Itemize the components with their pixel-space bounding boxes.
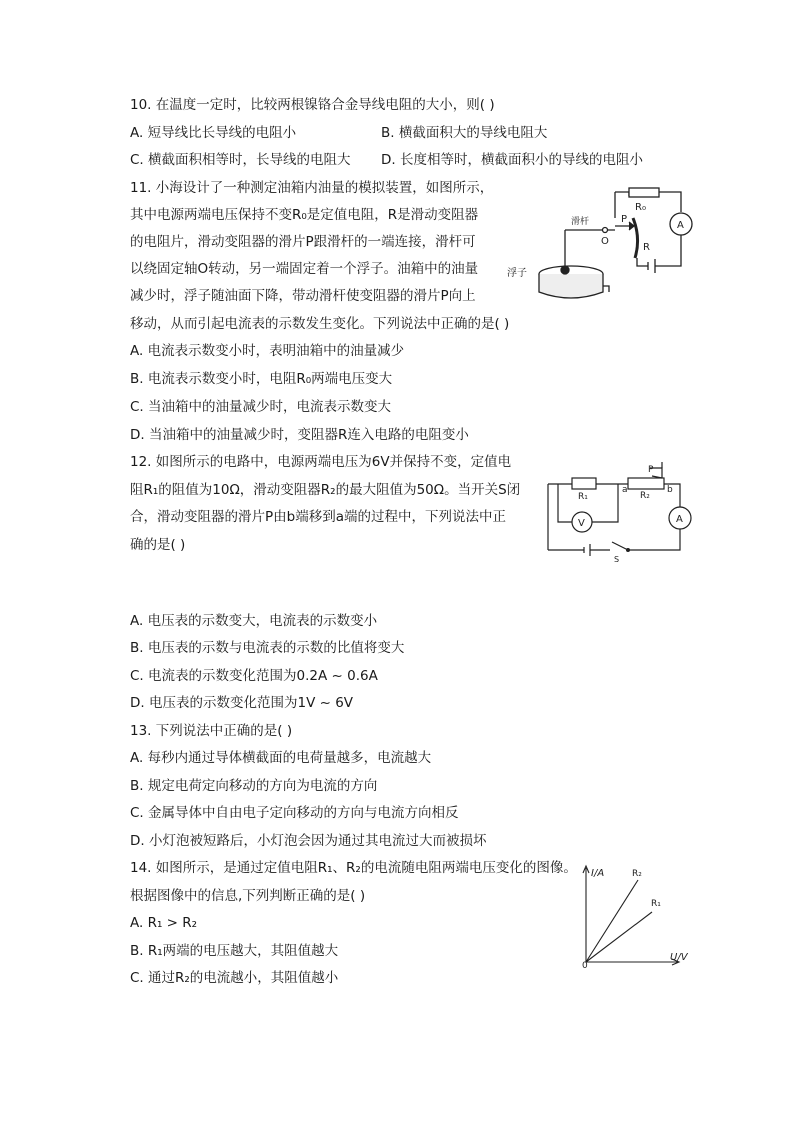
- q11-stem-line-5: 减少时，浮子随油面下降，带动滑杆使变阻器的滑片P向上: [130, 288, 476, 304]
- q11-stem-line-4: 以绕固定轴O转动，另一端固定着一个浮子。油箱中的油量: [130, 261, 479, 277]
- q12-option-a: A. 电压表的示数变大，电流表的示数变小: [130, 613, 378, 629]
- q10-option-d: D. 长度相等时，横截面积小的导线的电阻小: [381, 152, 643, 168]
- q12-b-label: b: [667, 485, 673, 495]
- q11-stem-line-6: 移动，从而引起电流表的示数发生变化。下列说法中正确的是( ): [130, 316, 510, 332]
- q10-option-b: B. 横截面积大的导线电阻大: [381, 125, 548, 141]
- q11-oil-gauge-figure: [505, 188, 695, 306]
- q12-r2-label: R₂: [640, 491, 650, 501]
- q14-r1-label: R₁: [651, 899, 661, 909]
- q14-stem-line-1: 14. 如图所示，是通过定值电阻R₁、R₂的电流随电阻两端电压变化的图像。: [130, 860, 577, 876]
- q12-stem-line-2: 阻R₁的阻值为10Ω，滑动变阻器R₂的最大阻值为50Ω。当开关S闭: [130, 482, 521, 498]
- q11-p-label: P: [621, 214, 628, 225]
- q12-voltmeter-label: V: [578, 518, 585, 529]
- q13-option-d: D. 小灯泡被短路后，小灯泡会因为通过其电流过大而被损坏: [130, 833, 487, 849]
- q14-r2-line: [586, 880, 638, 962]
- q12-p-label: P: [648, 465, 654, 475]
- q11-o-label: O: [601, 236, 609, 247]
- q14-r1-line: [586, 912, 652, 962]
- q11-r0-resistor: [629, 188, 659, 197]
- q11-r0-label: R₀: [635, 202, 646, 213]
- q10-option-a: A. 短导线比长导线的电阻小: [130, 125, 297, 141]
- q11-option-a: A. 电流表示数变小时，表明油箱中的油量减少: [130, 343, 405, 359]
- q14-xlabel: U/V: [670, 952, 688, 963]
- q14-option-c: C. 通过R₂的电流越小，其阻值越小: [130, 970, 339, 986]
- q12-switch: [612, 542, 628, 550]
- q12-battery: [584, 544, 590, 556]
- q13-option-c: C. 金属导体中自由电子定向移动的方向与电流方向相反: [130, 805, 459, 821]
- q11-option-c: C. 当油箱中的油量减少时，电流表示数变大: [130, 399, 392, 415]
- q14-r2-label: R₂: [632, 869, 642, 879]
- q12-stem-line-1: 12. 如图所示的电路中，电源两端电压为6V并保持不变，定值电: [130, 454, 512, 470]
- q10-stem: 10. 在温度一定时，比较两根镍铬合金导线电阻的大小，则( ): [130, 97, 495, 113]
- q11-rod-label: 滑杆: [571, 217, 590, 227]
- q14-stem-line-2: 根据图像中的信息,下列判断正确的是( ): [130, 888, 366, 904]
- q12-a-label: a: [622, 485, 628, 495]
- q14-origin: 0: [582, 961, 588, 971]
- q12-option-d: D. 电压表的示数变化范围为1V ~ 6V: [130, 695, 354, 711]
- q11-stem-line-2: 其中电源两端电压保持不变R₀是定值电阻，R是滑动变阻器: [130, 207, 479, 223]
- q11-option-d: D. 当油箱中的油量减少时，变阻器R连入电路的电阻变小: [130, 427, 469, 443]
- q12-option-b: B. 电压表的示数与电流表的示数的比值将变大: [130, 640, 405, 656]
- q12-option-c: C. 电流表的示数变化范围为0.2A ~ 0.6A: [130, 668, 378, 684]
- q11-r-label: R: [643, 242, 650, 253]
- q11-rheostat-arc: [633, 218, 638, 258]
- q13-option-b: B. 规定电荷定向移动的方向为电流的方向: [130, 778, 378, 794]
- q11-option-b: B. 电流表示数变小时，电阻R₀两端电压变大: [130, 371, 393, 387]
- q11-ammeter-label: A: [677, 220, 684, 231]
- q14-ylabel: I/A: [591, 868, 605, 879]
- q12-r1-resistor: [572, 478, 596, 489]
- q11-stem-line-1: 11. 小海设计了一种测定油箱内油量的模拟装置，如图所示，: [130, 180, 494, 196]
- q11-float-label: 浮子: [507, 268, 527, 279]
- q12-stem-line-3: 合，滑动变阻器的滑片P由b端移到a端的过程中，下列说法中正: [130, 509, 506, 525]
- q12-ammeter-label: A: [676, 514, 683, 525]
- q13-stem: 13. 下列说法中正确的是( ): [130, 723, 293, 739]
- q14-iu-graph: [578, 862, 698, 970]
- q12-switch-label: S: [614, 555, 620, 564]
- q12-r1-label: R₁: [578, 492, 588, 502]
- q11-battery: [648, 259, 655, 273]
- q14-option-b: B. R₁两端的电压越大，其阻值越大: [130, 943, 339, 959]
- q14-option-a: A. R₁ > R₂: [130, 915, 198, 931]
- q13-option-a: A. 每秒内通过导体横截面的电荷量越多，电流越大: [130, 750, 432, 766]
- q10-option-c: C. 横截面积相等时，长导线的电阻大: [130, 152, 351, 168]
- q11-float: [561, 266, 569, 274]
- q12-stem-line-4: 确的是( ): [130, 537, 186, 553]
- q11-stem-line-3: 的电阻片，滑动变阻器的滑片P跟滑杆的一端连接，滑杆可: [130, 234, 476, 250]
- q12-r2-rheostat: [628, 478, 664, 489]
- q12-circuit-figure: [546, 462, 686, 566]
